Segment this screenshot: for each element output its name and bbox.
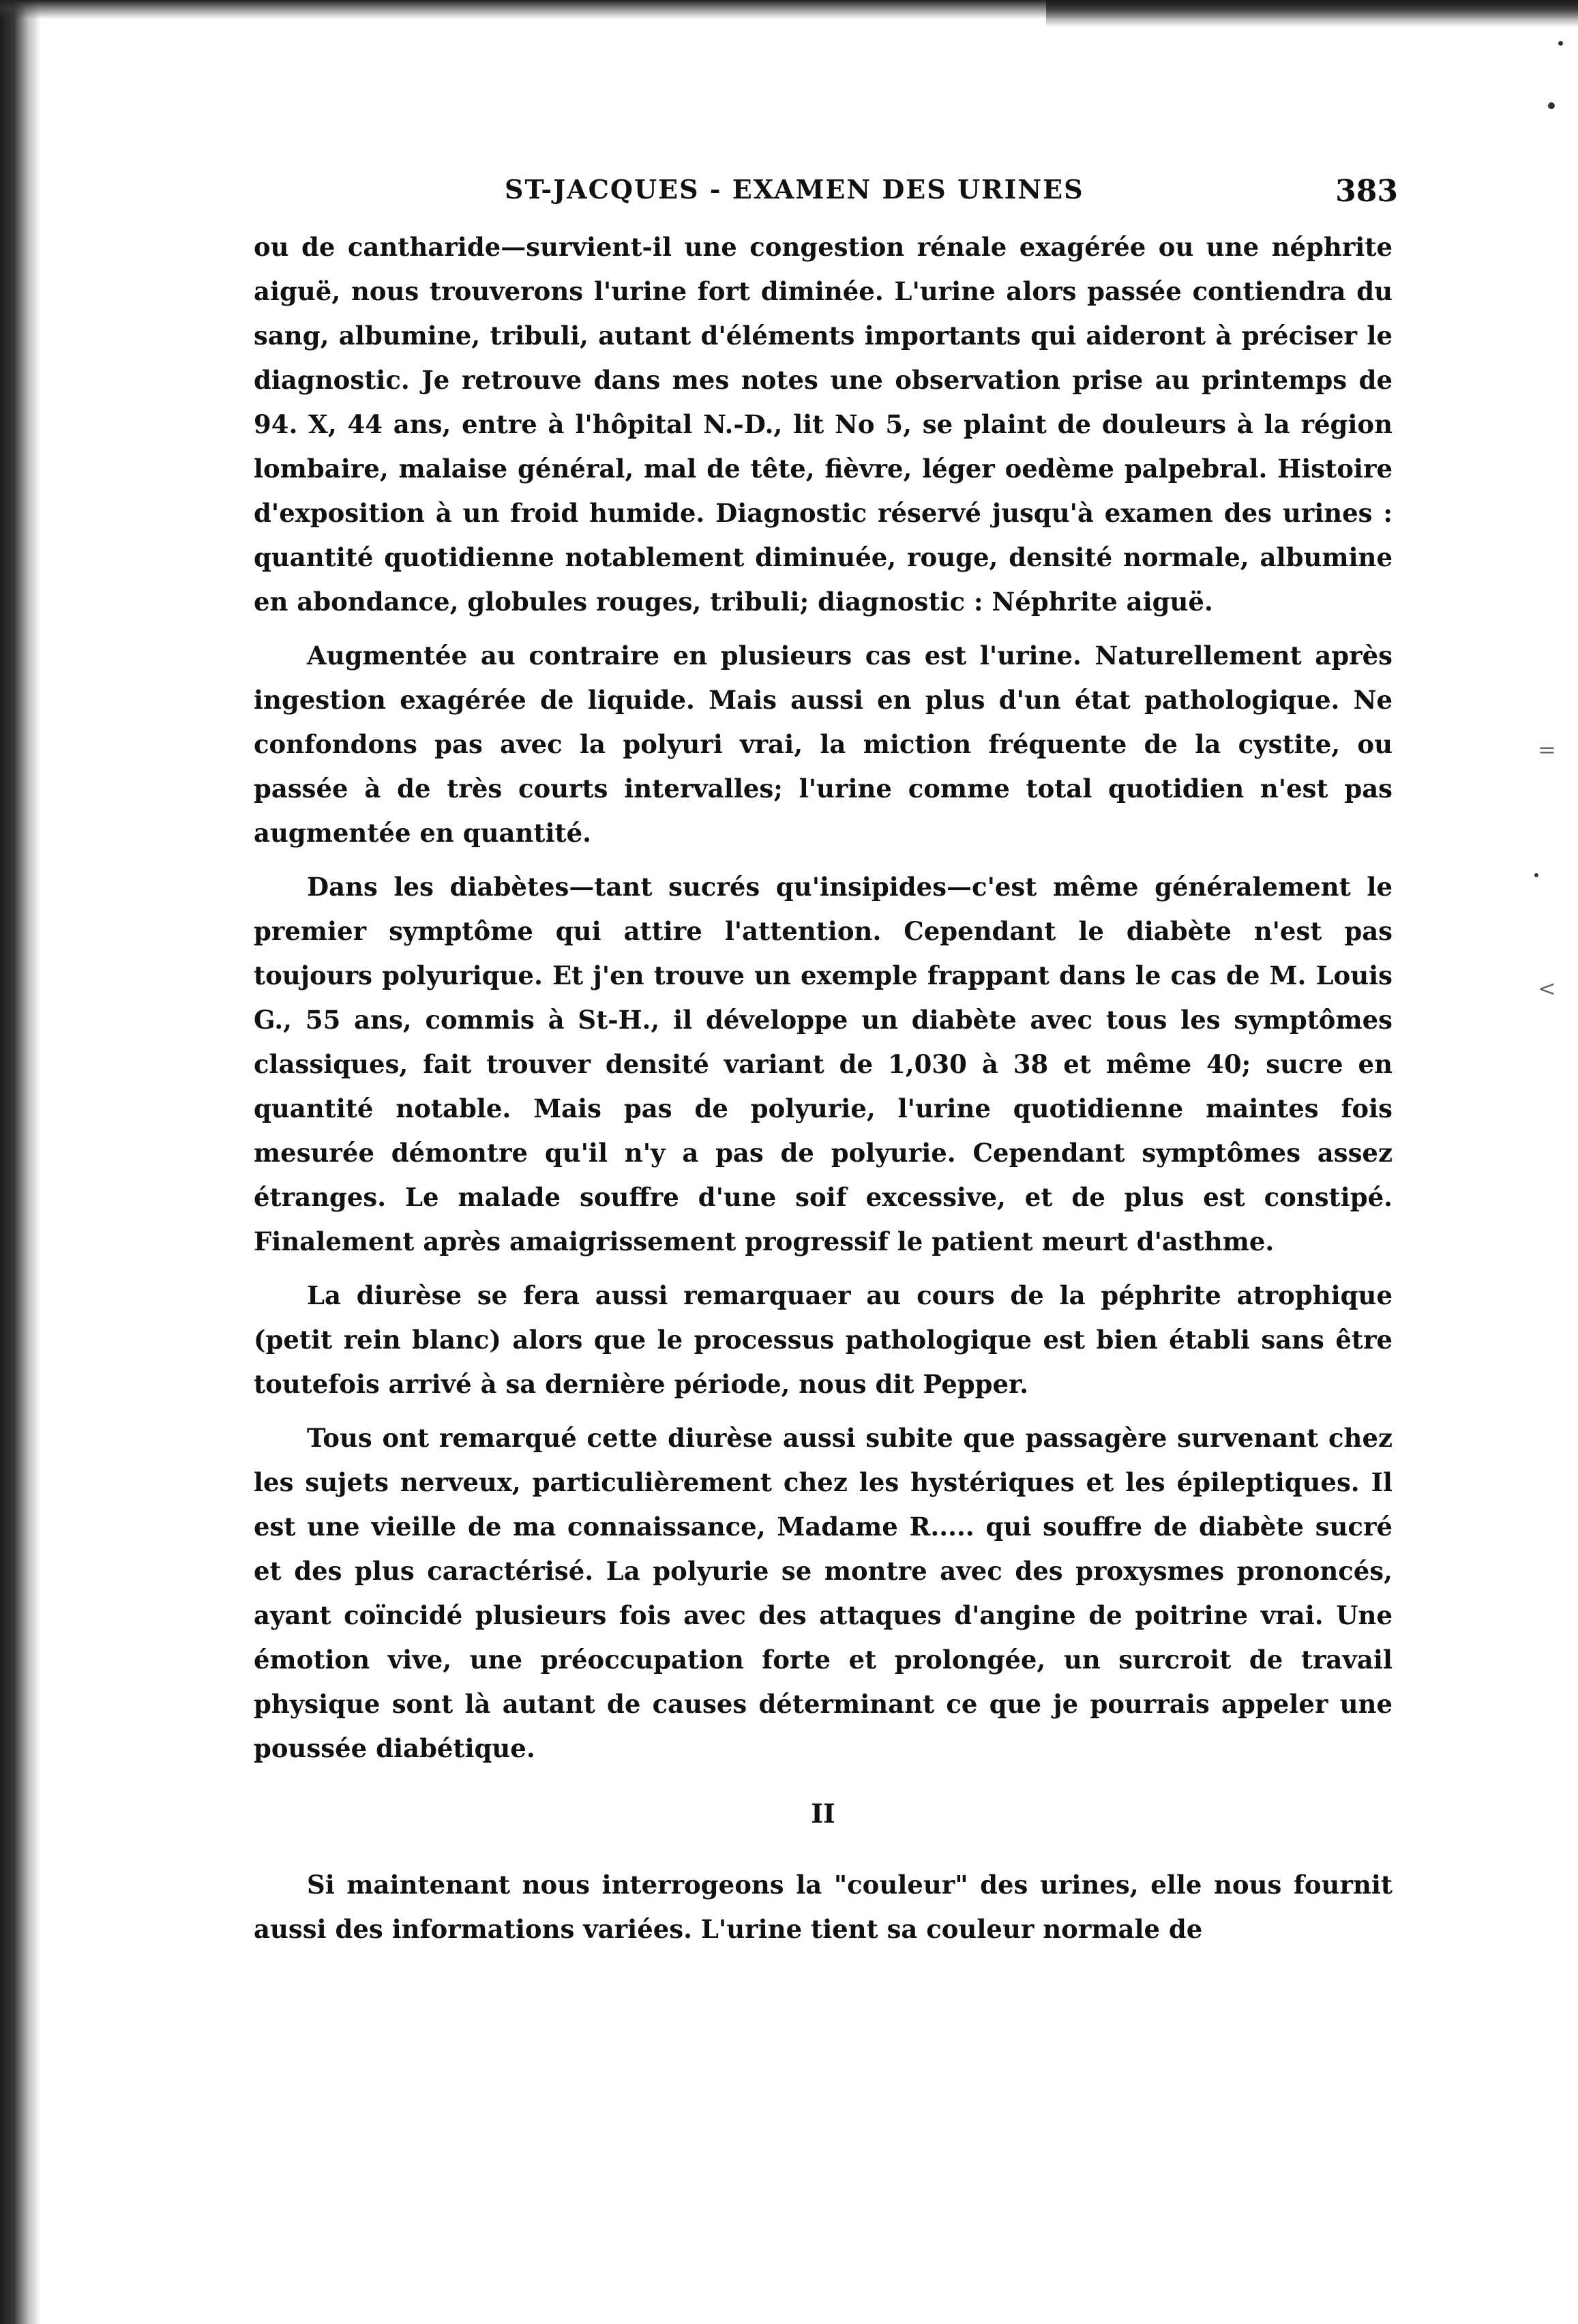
paragraph-1: ou de cantharide—survient-il une congestion rénale exagérée ou une néphrite aiguë, nous trouverons l'urine fort diminée. L'urine alors passée contiendra du sang, albumine, tribuli, autant d'éléments importants qui aideront à préciser le diagnostic. Je retrouve dans mes notes une observation prise au printemps de 94. X, 44 ans, entre à l'hôpital N.-D., lit No 5, se plaint de douleurs à la région lombaire, malaise général, mal de tête, fièvre, léger oedème palpebral. Histoire d'exposition à un froid humide. Diagnostic réservé jusqu'à examen des urines : quantité quotidienne notablement diminuée, rouge, densité normale, albumine en abondance, globules rouges, tribuli; diagnostic : Néphrite aiguë. <box>254 232 1393 617</box>
page-header <box>505 174 1398 215</box>
paragraph-4: La diurèse se fera aussi remarquaer au cours de la péphrite atrophique (petit rein blanc) alors que le processus pathologique est bien établi sans être toutefois arrivé à sa dernière période, nous dit Pepper. <box>254 1280 1393 1399</box>
paragraph-2: Augmentée au contraire en plusieurs cas est l'urine. Naturellement après ingestion exagérée de liquide. Mais aussi en plus d'un état pathologique. Ne confondons pas avec la polyuri vrai, la miction fréquente de la cystite, ou passée à de très courts intervalles; l'urine comme total quotidien n'est pas augmentée en quantité. <box>254 641 1393 848</box>
scan-shadow-left <box>0 0 41 2324</box>
scan-speck <box>1548 102 1555 109</box>
page-number: 383 <box>1335 174 1398 209</box>
running-head: ST-JACQUES - EXAMEN DES URINES <box>505 174 1084 205</box>
section-heading: II <box>811 1798 835 1829</box>
margin-mark-angle: < <box>1538 975 1556 1001</box>
margin-mark-equals: = <box>1538 737 1556 763</box>
scan-speck <box>1534 873 1538 877</box>
page-body <box>254 225 1393 1961</box>
scan-speck <box>1558 41 1563 46</box>
paragraph-3: Dans les diabètes—tant sucrés qu'insipides—c'est même généralement le premier symptôme qui attire l'attention. Cependant le diabète n'est pas toujours polyurique. Et j'en trouve un exemple frappant dans le cas de M. Louis G., 55 ans, commis à St-H., il développe un diabète avec tous les symptômes classiques, fait trouver densité variant de 1,030 à 38 et même 40; sucre en quantité notable. Mais pas de polyurie, l'urine quotidienne maintes fois mesurée démontre qu'il n'y a pas de polyurie. Cependant symptômes assez étranges. Le malade souffre d'une soif excessive, et de plus est constipé. Finalement après amaigrissement progressif le patient meurt d'asthme. <box>254 872 1393 1256</box>
paragraph-5: Tous ont remarqué cette diurèse aussi subite que passagère survenant chez les sujets nerveux, particulièrement chez les hystériques et les épileptiques. Il est une vieille de ma connaissance, Madame R..... qui souffre de diabète sucré et des plus caractérisé. La polyurie se montre avec des proxysmes prononcés, ayant coïncidé plusieurs fois avec des attaques d'angine de poitrine vrai. Une émotion vive, une préoccupation forte et prolongée, un surcroit de travail physique sont là autant de causes déterminant ce que je pourrais appeler une poussée diabétique. <box>254 1423 1393 1763</box>
scan-shadow-top-right <box>1046 0 1578 27</box>
paragraph-6: Si maintenant nous interrogeons la "couleur" des urines, elle nous fournit aussi des informations variées. L'urine tient sa couleur normale de <box>254 1870 1393 1944</box>
